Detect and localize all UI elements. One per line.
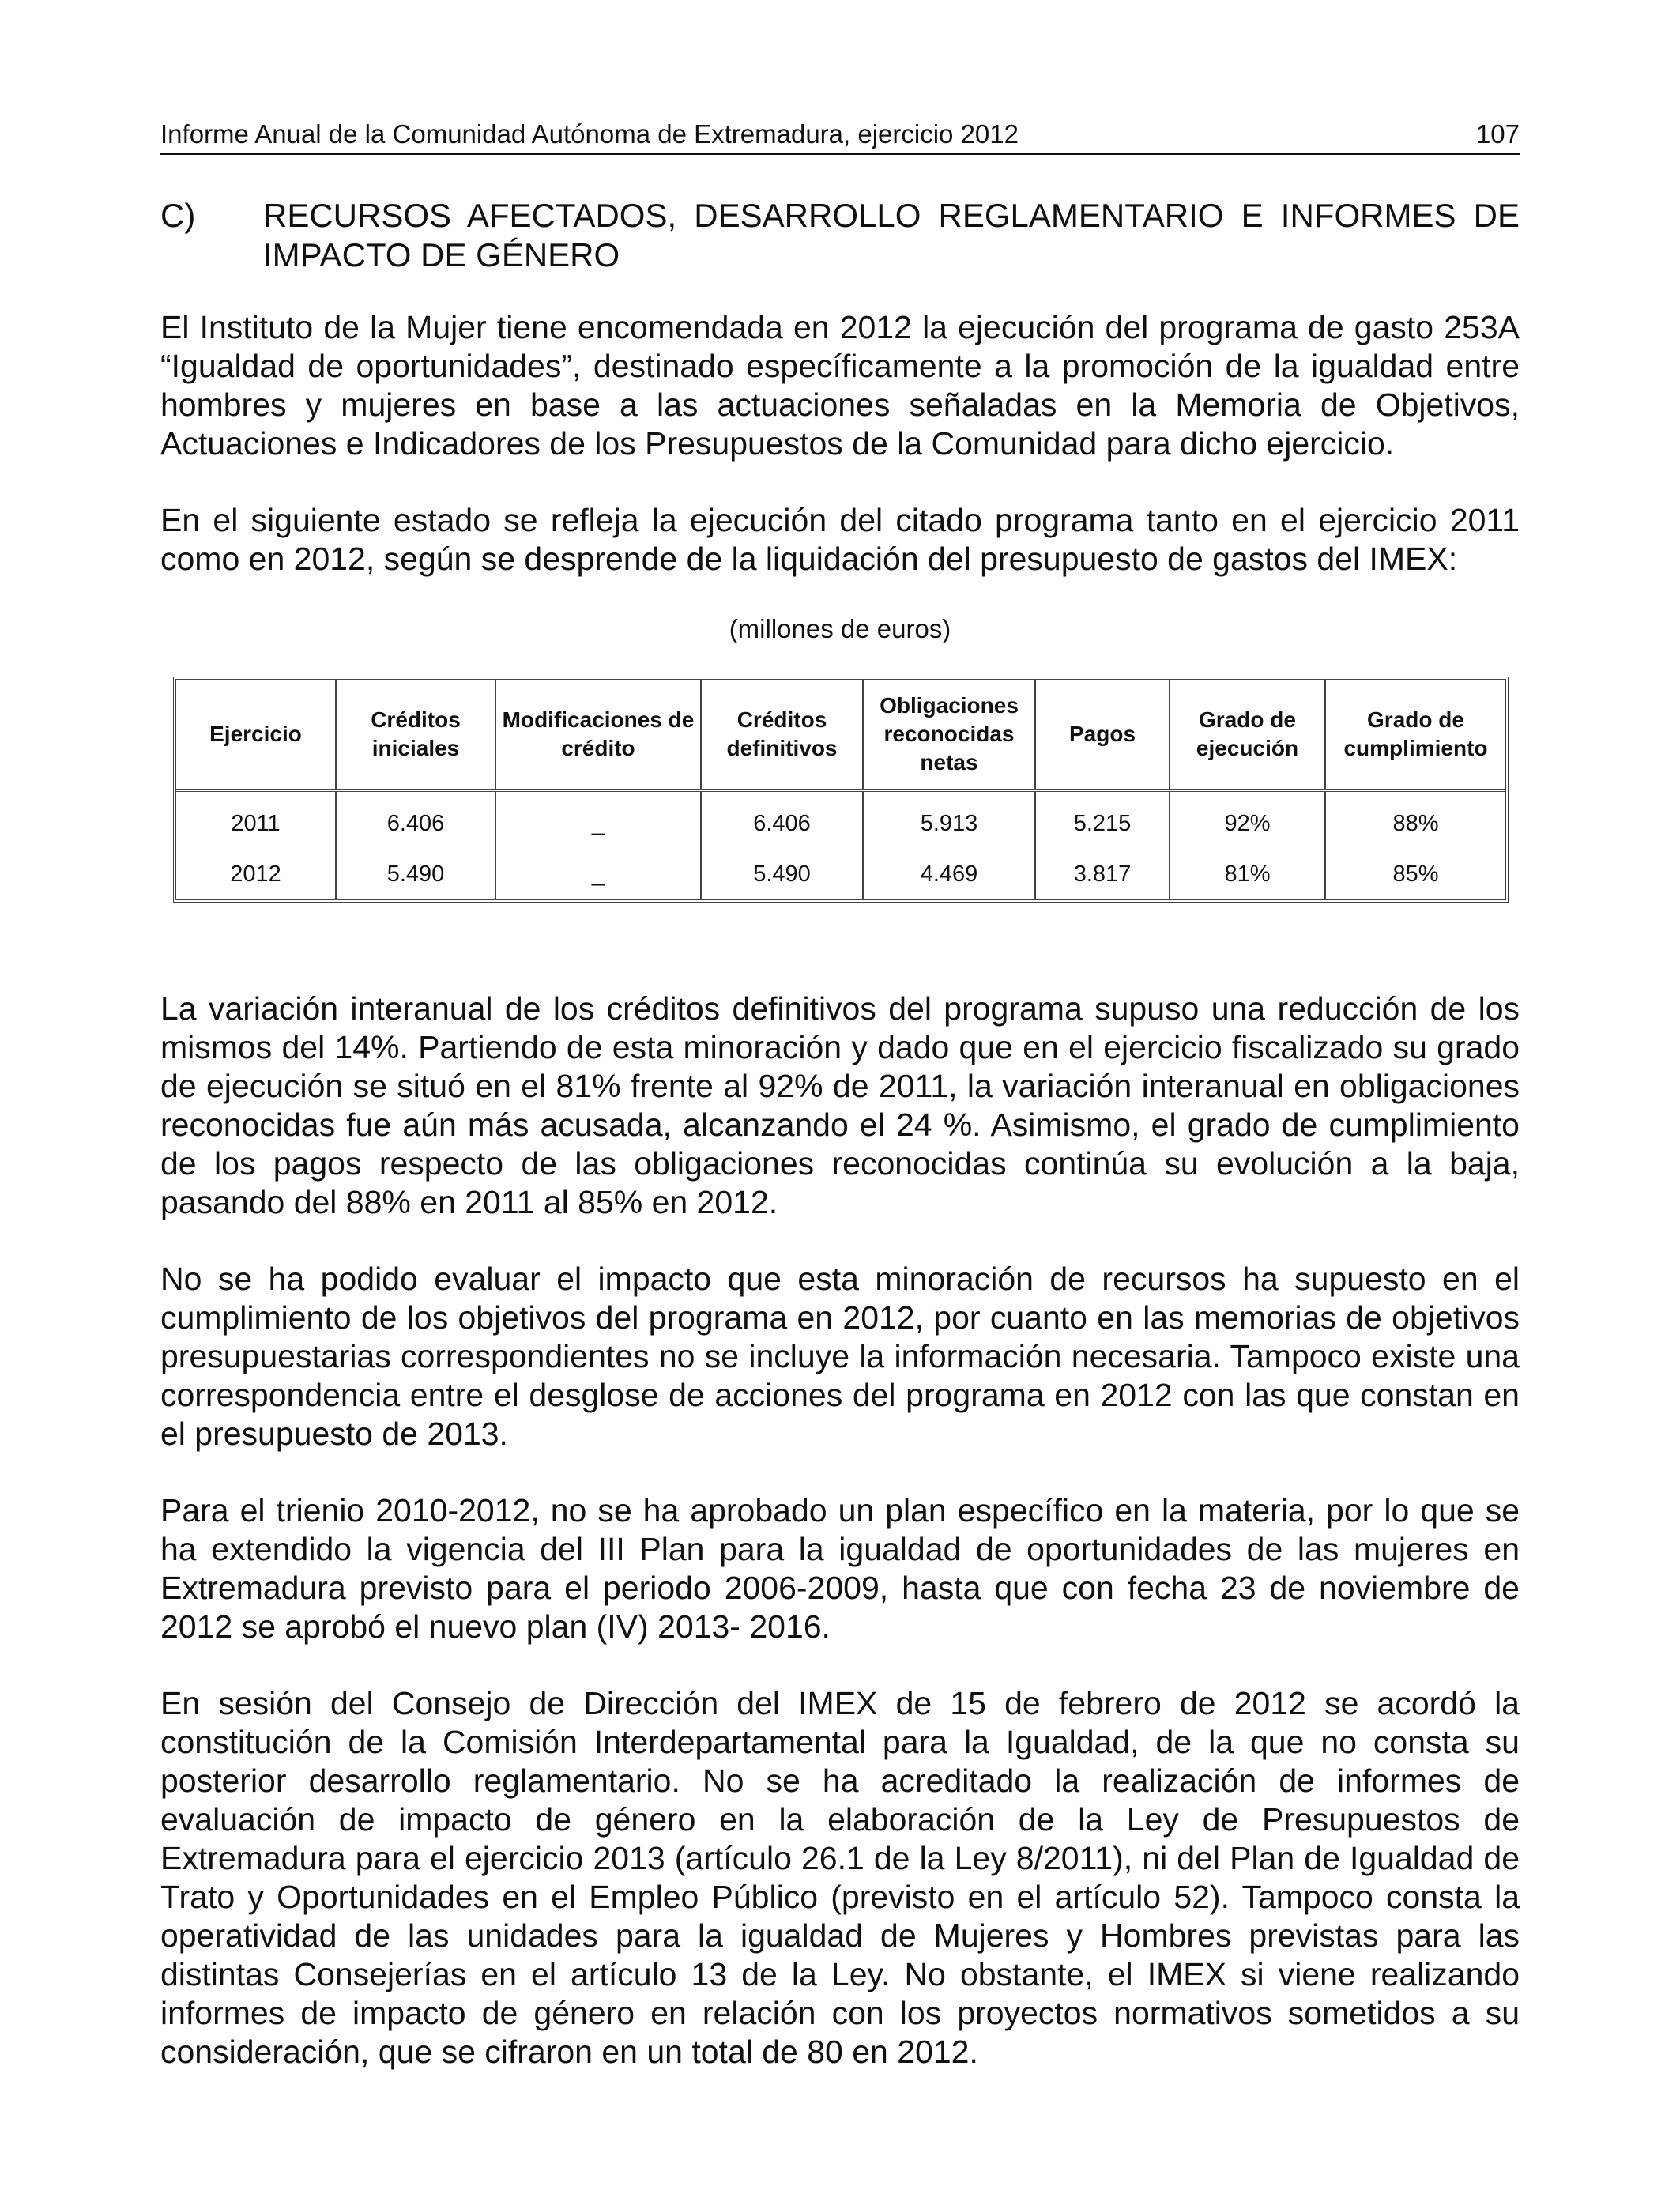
table-cell: _ [495, 849, 701, 899]
table-cell: 92% [1170, 790, 1325, 849]
page-number: 107 [1475, 119, 1520, 149]
table-units: (millones de euros) [729, 614, 951, 643]
table-cell: 2011 [231, 811, 281, 836]
table-cell: 6.406 [336, 790, 495, 849]
header-cell: Créditos definitivos [701, 680, 863, 790]
table-cell: 5.490 [701, 849, 863, 899]
header-cell: Grado de ejecución [1170, 680, 1325, 790]
table-cell: 4.469 [863, 849, 1035, 899]
document-page [160, 119, 1520, 2071]
execution-table [173, 677, 1509, 903]
paragraph-impact: No se ha podido evaluar el impacto que esta minoración de recursos ha supuesto en el cumplimiento de los objetivos del programa en 2012, por cuanto en las memorias de objetivos presupuestarias correspondientes no se incluye la información necesaria. Tampoco existe una correspondencia entre el desglose de acciones del programa en 2012 con las que constan en el presupuesto de 2013. [160, 1261, 1520, 1452]
table-cell: 3.817 [1035, 849, 1170, 899]
header-cell: Pagos [1035, 680, 1170, 790]
section-letter: C) [160, 197, 196, 234]
table-cell: 5.913 [863, 790, 1035, 849]
table-cell: 88% [1325, 790, 1505, 849]
table-cell: 85% [1325, 849, 1505, 899]
table-cell: 81% [1170, 849, 1325, 899]
section-title: RECURSOS AFECTADOS, DESARROLLO REGLAMENTARIO E INFORMES DE IMPACTO DE GÉNERO [263, 197, 1520, 273]
table-cell: 5.215 [1035, 790, 1170, 849]
header-cell: Ejercicio [176, 680, 336, 790]
header-cell: Modificaciones de crédito [495, 680, 701, 790]
table-cell: 5.490 [336, 849, 495, 899]
table-cell: 2012 [230, 861, 281, 887]
paragraph-intro: El Instituto de la Mujer tiene encomendada en 2012 la ejecución del programa de gasto 253A “Igualdad de oportunidades”, destinado específicamente a la promoción de la igualdad entre hombres y mujeres en base a las actuaciones señaladas en la Memoria de Objetivos, Actuaciones e Indicadores de los Presupuestos de la Comunidad para dicho ejercicio. [160, 309, 1520, 462]
paragraph-variation: La variación interanual de los créditos definitivos del programa supuso una reducción de los mismos del 14%. Partiendo de esta minoración y dado que en el ejercicio fiscalizado su grado de ejecución se situó en el 81% frente al 92% de 2011, la variación interanual en obligaciones reconocidas fue aún más acusada, alcanzando el 24 %. Asimismo, el grado de cumplimiento de los pagos respecto de las obligaciones reconocidas continúa su evolución a la baja, pasando del 88% en 2011 al 85% en 2012. [160, 990, 1520, 1220]
header-title: Informe Anual de la Comunidad Autónoma de Extremadura, ejercicio 2012 [160, 119, 1019, 149]
header-cell: Créditos iniciales [336, 680, 495, 790]
table-cell: _ [495, 790, 701, 849]
running-header [160, 119, 1520, 155]
paragraph-plan: Para el trienio 2010-2012, no se ha aprobado un plan específico en la materia, por lo que se ha extendido la vigencia del III Plan para la igualdad de oportunidades de las mujeres en Extremadura previsto para el periodo 2006-2009, hasta que con fecha 23 de noviembre de 2012 se aprobó el nuevo plan (IV) 2013- 2016. [160, 1492, 1520, 1645]
header-cell: Obligaciones reconocidas netas [863, 680, 1035, 790]
paragraph-table-intro: En el siguiente estado se refleja la ejecución del citado programa tanto en el ejercicio 2011 como en 2012, según se desprende de la liquidación del presupuesto de gastos del IMEX: [160, 502, 1520, 577]
table-header-row [176, 680, 1505, 790]
paragraph-commission: En sesión del Consejo de Dirección del IMEX de 15 de febrero de 2012 se acordó la constitución de la Comisión Interdepartamental para la Igualdad, de la que no consta su posterior desarrollo reglamentario. No se ha acreditado la realización de informes de evaluación de impacto de género en la elaboración de la Ley de Presupuestos de Extremadura para el ejercicio 2013 (artículo 26.1 de la Ley 8/2011), ni del Plan de Igualdad de Trato y Oportunidades en el Empleo Público (previsto en el artículo 52). Tampoco consta la operatividad de las unidades para la igualdad de Mujeres y Hombres previstas para las distintas Consejerías en el artículo 13 de la Ley. No obstante, el IMEX si viene realizando informes de impacto de género en relación con los proyectos normativos sometidos a su consideración, que se cifraron en un total de 80 en 2012. [160, 1685, 1520, 2070]
table-row [176, 849, 1505, 899]
table-cell: 6.406 [701, 790, 863, 849]
table-row [176, 790, 1505, 849]
header-cell: Grado de cumplimiento [1325, 680, 1505, 790]
section-heading [160, 196, 1520, 275]
